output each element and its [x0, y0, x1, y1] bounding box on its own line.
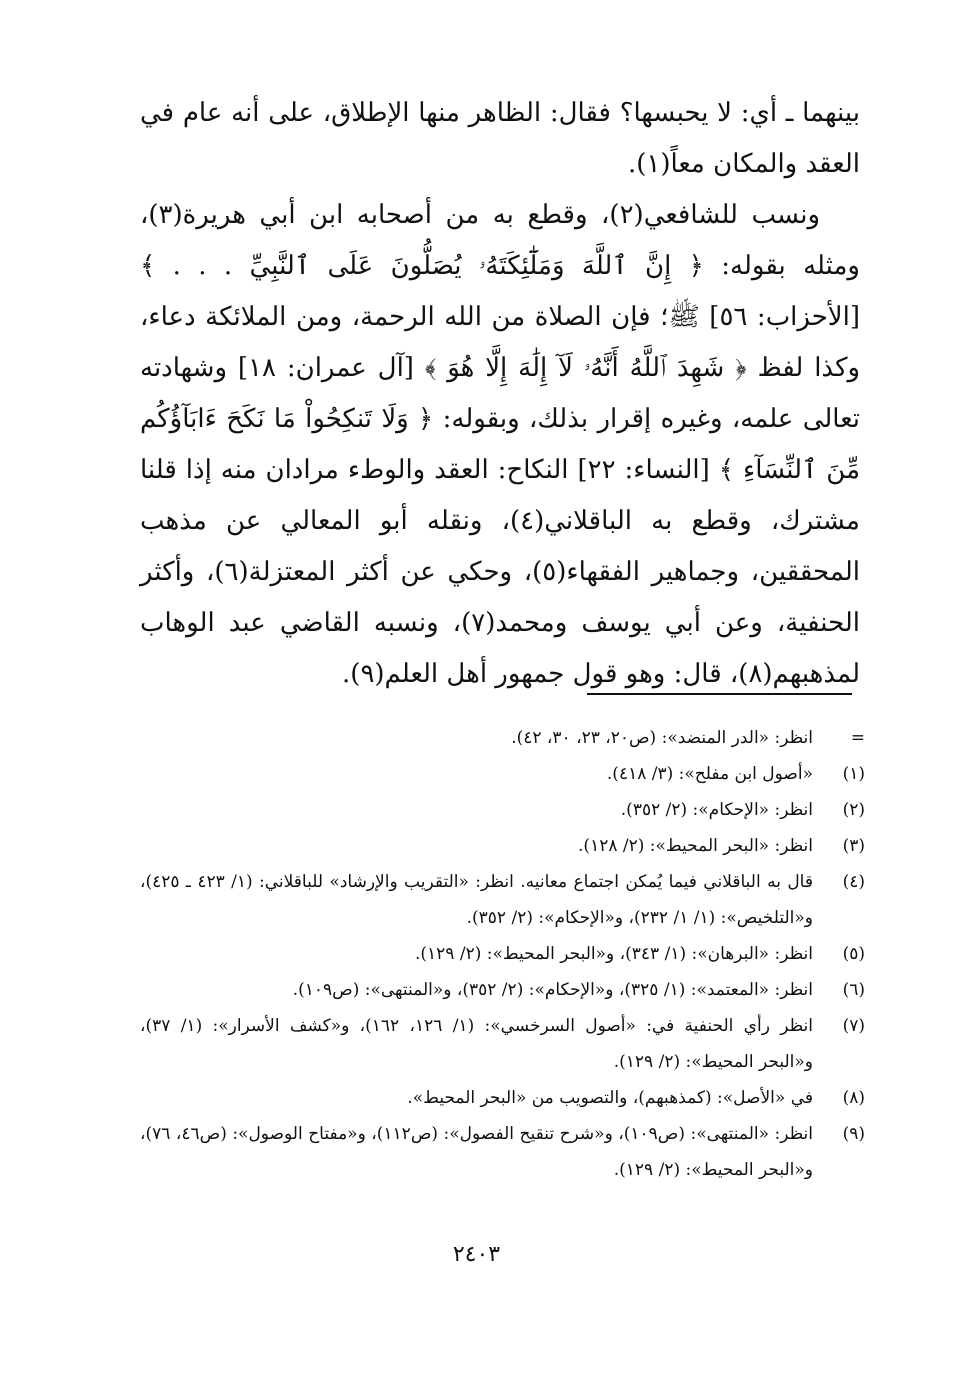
- footnote-9: [140, 1116, 865, 1188]
- footnote-5: [140, 936, 865, 972]
- footnote-number: (٢): [842, 800, 865, 820]
- footnote-text: انظر: «المعتمد»: (١/ ٣٢٥)، و«الإحكام»: (٢/ ٣٥٢)، و«المنتهى»: (ص١٠٩).: [292, 980, 813, 1000]
- footnote-text: انظر: «المنتهى»: (ص١٠٩)، و«شرح تنقيح الفصول»: (ص١١٢)، و«مفتاح الوصول»: (ص٤٦، ٧٦)، و«البحر المحيط»: (٢/ ١٢٩).: [140, 1124, 814, 1180]
- footnote-number: (٣): [842, 836, 865, 856]
- footnote-number: (٥): [842, 944, 865, 964]
- footnote-text: انظر: «البرهان»: (١/ ٣٤٣)، و«البحر المحيط»: (٢/ ١٢٩).: [414, 944, 813, 964]
- footnote-number: (٦): [842, 980, 865, 1000]
- page-number: ٢٤٠٣: [452, 1242, 501, 1267]
- footnote-number: (٩): [842, 1124, 865, 1144]
- footnote-divider: [587, 693, 852, 695]
- paragraph-2: ونسب للشافعي(٢)، وقطع به من أصحابه ابن أبي هريرة(٣)، ومثله بقوله: ﴿ إِنَّ ٱللَّهَ وَمَلَٰٓئِكَتَهُۥ يُصَلُّونَ عَلَى ٱلنَّبِيِّ . . . ﴾ [الأحزاب: ٥٦] ﷺ؛ فإن الصلاة من الله الرحمة، ومن الملائكة دعاء، وكذا لفظ ﴿ شَهِدَ ٱللَّهُ أَنَّهُۥ لَآ إِلَٰهَ إِلَّا هُوَ ﴾ [آل عمران: ١٨] وشهادته تعالى علمه، وغيره إقرار بذلك، وبقوله: ﴿ وَلَا تَنكِحُواْ مَا نَكَحَ ءَابَآؤُكُم مِّنَ ٱلنِّسَآءِ ﴾ [النساء: ٢٢] النكاح: العقد والوطء مرادان منه إذا قلنا مشترك، وقطع به الباقلاني(٤)، ونقله أبو المعالي عن مذهب المحققين، وجماهير الفقهاء(٥)، وحكي عن أكثر المعتزلة(٦)، وأكثر الحنفية، وعن أبي يوسف ومحمد(٧)، ونسبه القاضي عبد الوهاب لمذهبهم(٨)، قال: وهو قول جمهور أهل العلم(٩).: [140, 200, 861, 689]
- footnote-continuation: [140, 720, 865, 756]
- footnote-number: (١): [842, 764, 865, 784]
- footnote-number: (٨): [842, 1088, 865, 1108]
- footnote-4: [140, 864, 865, 936]
- footnote-text: قال به الباقلاني فيما يُمكن اجتماع معانيه. انظر: «التقريب والإرشاد» للباقلاني: (١/ ٤٢٣ ـ ٤٢٥)، و«التلخيص»: (١/ ١/ ٢٣٢)، و«الإحكام»: (٢/ ٣٥٢).: [140, 872, 813, 928]
- footnote-text: انظر: «الدر المنضد»: (ص٢٠، ٢٣، ٣٠، ٤٢).: [511, 728, 813, 748]
- footnote-text: في «الأصل»: (كمذهبهم)، والتصويب من «البحر المحيط».: [407, 1088, 813, 1108]
- footnote-text: انظر رأي الحنفية في: «أصول السرخسي»: (١/ ١٢٦، ١٦٢)، و«كشف الأسرار»: (١/ ٣٧)، و«البحر المحيط»: (٢/ ١٢٩).: [140, 1016, 813, 1072]
- paragraph-1: بينهما ـ أي: لا يحبسها؟ فقال: الظاهر منها الإطلاق، على أنه عام في العقد والمكان معاً(١).: [140, 98, 860, 179]
- footnote-text: انظر: «الإحكام»: (٢/ ٣٥٢).: [620, 800, 813, 820]
- footnote-number: (٤): [842, 872, 865, 892]
- footnote-3: [140, 828, 865, 864]
- footnote-number: =: [850, 728, 865, 748]
- footnote-8: [140, 1080, 865, 1116]
- footnote-6: [140, 972, 865, 1008]
- footnotes: [140, 720, 865, 1188]
- footnote-7: [140, 1008, 865, 1080]
- footnote-1: [140, 756, 865, 792]
- footnote-text: انظر: «البحر المحيط»: (٢/ ١٢٨).: [578, 836, 813, 856]
- main-text: [140, 88, 860, 700]
- footnote-text: «أصول ابن مفلح»: (٣/ ٤١٨).: [606, 764, 813, 784]
- footnote-2: [140, 792, 865, 828]
- footnote-number: (٧): [842, 1016, 865, 1036]
